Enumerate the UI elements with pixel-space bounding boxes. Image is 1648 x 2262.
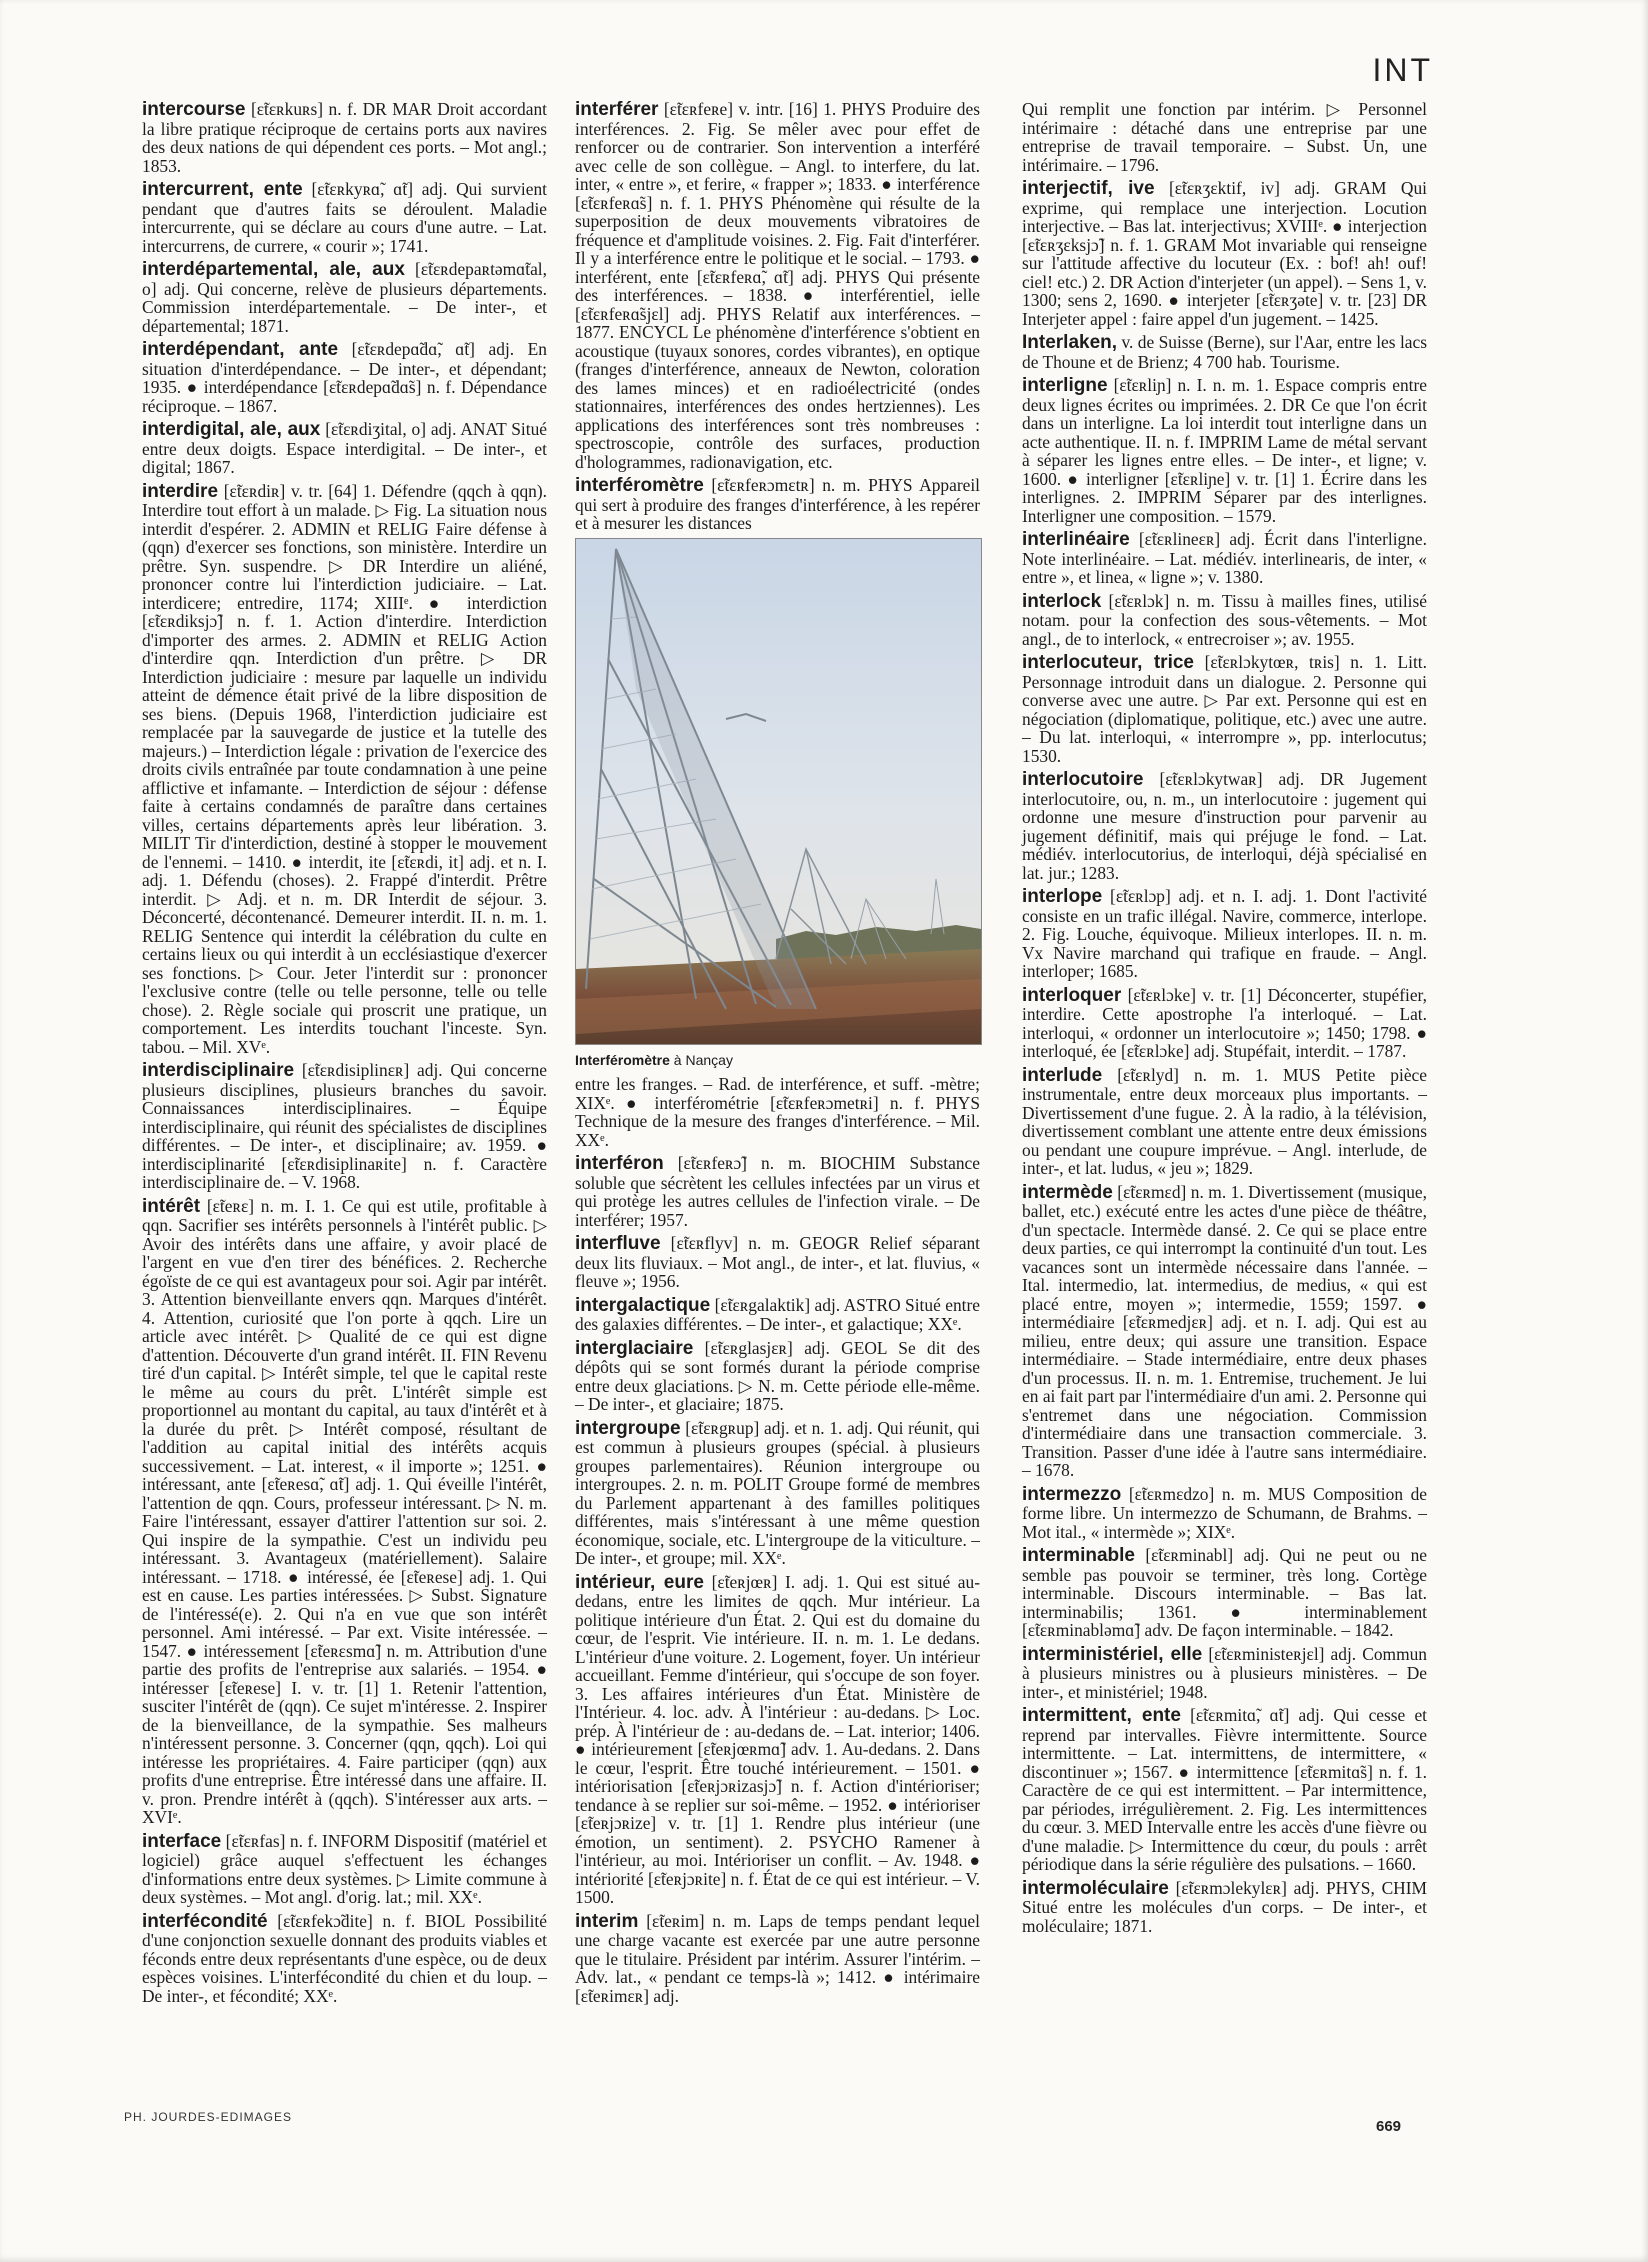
entry-definition: [ɛ̃tɛʀdepɑ̃dɑ̃, ɑ̃t] adj. En situation d'interdépendance. – De inter-, et dépendant; 1935. ● interdépendance [ɛ̃tɛʀdepɑ̃dɑ̃s] n. f. Dépendance réciproque. – 1867. bbox=[142, 339, 547, 416]
entry-headword: interglaciaire bbox=[575, 1337, 694, 1359]
entry-headword: interminable bbox=[1022, 1545, 1135, 1566]
entry-headword: interféron bbox=[575, 1153, 664, 1174]
dictionary-entry bbox=[142, 1912, 547, 2006]
entry-headword: intercourse bbox=[142, 99, 246, 120]
dictionary-entry bbox=[575, 100, 980, 471]
dictionary-entry bbox=[142, 340, 547, 415]
dictionary-entry bbox=[1022, 592, 1427, 649]
entry-definition: [ɛ̃tɛʀlɔke] v. tr. [1] Déconcerter, stupéfier, interdire. Cette apostrophe l'a interloqué. – Lat. interloqui, « ordonner un interlocutoire »; 1450; 1798. ● interloqué, ée [ɛ̃tɛʀlɔke] adj. Stupéfait, interdit. – 1787. bbox=[1022, 984, 1427, 1061]
entry-definition: [ɛ̃tɛʀlɔp] adj. et n. I. adj. 1. Dont l'activité consiste en un trafic illégal. Navire, commerce, interlope. 2. Fig. Louche, équivoque. Milieux interlopes. II. n. m. Vx Navire marchand qui trafique en fraude. – Angl. interloper; 1685. bbox=[1022, 886, 1427, 981]
interferometer-image bbox=[575, 538, 982, 1045]
entry-headword: interdépendant, ante bbox=[142, 339, 339, 360]
entry-definition: [ɛ̃tɛʀlyd] n. m. 1. MUS Petite pièce instrumentale, entre deux morceaux plus importants. – Divertissement d'une fugue. 2. À la radio, à la télévision, divertissement comblant une attente entre deux émissions ou pendant une coupure imprévue. – Angl. interlude, de inter-, et lat. ludus, « jeu »; 1829. bbox=[1022, 1064, 1427, 1178]
entry-headword: intercurrent, ente bbox=[142, 179, 303, 200]
entry-definition: [ɛ̃tɛʀdiʀ] v. tr. [64] 1. Défendre (qqch à qqn). Interdire tout effort à un malade. ▷ Fig. La situation nous interdit d'espérer. 2. ADMIN et RELIG Faire défense à (qqn) d'exercer ses fonctions, son ministère. Interdire un prêtre. Syn. suspendre. ▷ DR Interdire un aliéné, prononcer contre lui l'interdiction judiciaire. – Lat. interdicere; entredire, 1174; XIIIᵉ. ● interdiction [ɛ̃tɛʀdiksjɔ̃] n. f. 1. Action d'interdire. Interdiction d'importer des armes. 2. ADMIN et RELIG Action d'interdire qqn. Interdiction d'un prêtre. ▷ DR Interdiction judiciaire : mesure par laquelle un individu atteint de démence était privé de la libre disposition de ses biens. (Depuis 1968, l'interdiction judiciaire est remplacée par la sauvegarde de justice et la tutelle des majeurs.) – Interdiction légale : privation de l'exercice des droits civils entraînée par toute condamnation à une peine afflictive et infamante. – Interdiction de séjour : défense faite à certains condamnés de paraître dans certaines villes, certains départements après leur libération. 3. MILIT Tir d'interdiction, destiné à stopper le mouvement de l'ennemi. – 1410. ● interdit, ite [ɛ̃tɛʀdi, it] adj. et n. I. adj. 1. Défendu (choses). 2. Frappé d'interdit. Prêtre interdit. ▷ Adj. et n. m. DR Interdit de séjour. 3. Déconcerté, décontenancé. Demeurer interdit. II. n. m. 1. RELIG Sentence qui interdit la célébration du culte en certains lieux ou qui interdit à un ecclésiastique d'exercer ses fonctions. ▷ Cour. Jeter l'interdit sur : prononcer l'exclusive contre (telle ou telle personne, telle ou telle chose). 2. Règle sociale qui proscrit une pratique, un comportement. Les interdits touchant l'inceste. Syn. tabou. – Mil. XVᵉ. bbox=[142, 480, 547, 1057]
entry-headword: interface bbox=[142, 1830, 222, 1852]
entry-headword: intérieur, eure bbox=[575, 1571, 704, 1593]
entry-headword: interdépartemental, ale, aux bbox=[142, 259, 405, 280]
entry-headword: interligne bbox=[1022, 375, 1108, 396]
column-1 bbox=[142, 100, 547, 2010]
dictionary-entry bbox=[1022, 1706, 1427, 1874]
entry-definition: [ɛ̃tɛʀdepaʀtəmɑ̃tal, o] adj. Qui concerne, relève de plusieurs départements. Commission interdépartementale. – De inter-, et départemental; 1871. bbox=[142, 259, 547, 336]
entry-headword: intermittent, ente bbox=[1022, 1705, 1181, 1726]
dictionary-entry bbox=[1022, 1485, 1427, 1542]
dictionary-entry bbox=[142, 100, 547, 175]
dictionary-entry bbox=[1022, 1546, 1427, 1640]
entry-definition: [ɛ̃tɛʀmɛdzo] n. m. MUS Composition de forme libre. Un intermezzo de Schumann, de Brahms. – Mot ital., « intermède »; XIXᵉ. bbox=[1022, 1483, 1427, 1542]
entry-definition: [ɛ̃tɛʀgʀup] adj. et n. 1. adj. Qui réunit, qui est commun à plusieurs groupes (spécial. à plusieurs groupes parlementaires). Réunion intergroupe ou intergroupes. 2. n. m. POLIT Groupe formé de membres du Parlement appartenant à des familles politiques différentes, mais s'intéressant à une même question économique, sociale, etc. L'intergroupe de la viticulture. – De inter-, et groupe; mil. XXᵉ. bbox=[575, 1417, 980, 1568]
dictionary-entry bbox=[575, 1296, 980, 1334]
entry-definition: [ɛ̃tɛʀmɛd] n. m. 1. Divertissement (musique, ballet, etc.) exécuté entre les actes d'une pièce de théâtre, d'un spectacle. Intermède dansé. 2. Ce qui se place entre deux parties, ce qui interrompt la continuité d'un tout. Les vacances sont un intermède nécessaire dans l'année. – Ital. intermedio, lat. intermedius, de medius, « qui est placé entre, moyen »; intermedie, 1559; 1597. ● intermédiaire [ɛ̃tɛʀmedjɛʀ] adj. et n. I. adj. Qui est au milieu, entre deux; qui assure une transition. Espace intermédiaire. – Stade intermédiaire, entre deux phases d'un processus. II. n. m. 1. Entremise, truchement. Je lui en ai fait part par l'intermédiaire d'un ami. 2. Personne qui s'entremet dans une négociation. Commission d'intermédiaire dans une transaction commerciale. 3. Transition. Passer d'une idée à l'autre sans intermédiaire. – 1678. bbox=[1022, 1181, 1427, 1480]
dictionary-entry bbox=[1022, 1066, 1427, 1178]
entry-headword: interfluve bbox=[575, 1233, 661, 1254]
entry-definition: [ɛ̃tɛʀfeʀɔ̃] n. m. BIOCHIM Substance soluble que sécrètent les cellules infectées par un virus et qui protège les autres cellules de l'infection virale. – De interférer; 1957. bbox=[575, 1153, 980, 1230]
guide-word: INT bbox=[1372, 52, 1433, 88]
dictionary-entry bbox=[1022, 100, 1427, 174]
dictionary-entry bbox=[575, 1154, 980, 1229]
entry-definition: [ɛ̃tɛʀfekɔ̃dite] n. f. BIOL Possibilité d'une conjonction sexuelle donnant des produits viables et féconds entre deux représentants d'une espèce, ou de deux espèces voisines. L'interfécondité du chien et du loup. – De inter-, et fécondité; XXᵉ. bbox=[142, 1910, 547, 2006]
dictionary-entry bbox=[575, 476, 980, 533]
entry-definition: [ɛ̃teʀjœʀ] I. adj. 1. Qui est situé au-dedans, entre les limites de qqch. Mur intérieur. La politique intérieure d'un État. 2. Qui est du domaine du cœur, de l'esprit. Vie intérieure. II. n. m. 1. Le dedans. L'intérieur d'une voiture. 2. Logement, foyer. Un intérieur accueillant. Femme d'intérieur, qui s'occupe de son foyer. 3. Les affaires intérieures d'un État. Ministère de l'Intérieur. 4. loc. adv. À l'intérieur : au-dedans. ▷ Loc. prép. À l'intérieur de : au-dedans de. – Lat. interior; 1406. ● intérieurement [ɛ̃teʀjœʀmɑ̃] adv. 1. Au-dedans. 2. Dans le cœur, l'esprit. Être touché intérieurement. – 1501. ● intériorisation [ɛ̃teʀjɔʀizasjɔ̃] n. f. Action d'intérioriser; tendance à se replier sur soi-même. – 1952. ● intérioriser [ɛ̃teʀjɔʀize] v. tr. [1] 1. Rendre plus intérieur (une émotion, un sentiment). 2. PSYCHO Ramener à l'intérieur, au moi. Intérioriser un conflit. – Av. 1948. ● intériorité [ɛ̃teʀjɔʀite] n. f. État de ce qui est intérieur. – V. 1500. bbox=[575, 1571, 980, 1907]
entry-definition: [ɛ̃tɛʀkyʀɑ̃, ɑ̃t] adj. Qui survient pendant que d'autres faits se déroulent. Maladie intercurrente, qui se déclare au cours d'une autre. – Lat. intercurrens, de currere, « courir »; 1741. bbox=[142, 179, 547, 256]
dictionary-entry bbox=[142, 180, 547, 255]
entry-definition: Qui remplit une fonction par intérim. ▷ Personnel intérimaire : détaché dans une entreprise par une entreprise de travail temporaire. – Subst. Un, une intérimaire. – 1796. bbox=[1022, 99, 1427, 175]
dictionary-entry bbox=[142, 1197, 547, 1827]
entry-headword: interlope bbox=[1022, 886, 1103, 907]
entry-headword: interféromètre bbox=[575, 475, 704, 496]
entry-definition: [ɛ̃tɛʀdiʒital, o] adj. ANAT Situé entre deux doigts. Espace interdigital. – De inter-, et digital; 1867. bbox=[142, 419, 547, 477]
dictionary-entry bbox=[1022, 986, 1427, 1061]
entry-headword: interdire bbox=[142, 480, 219, 502]
entry-headword: interlocuteur, trice bbox=[1022, 652, 1194, 673]
entry-definition: [ɛ̃tɛʀʒɛktif, iv] adj. GRAM Qui exprime, qui remplace une interjection. Locution interjective. – Bas lat. interjectivus; XVIIIᵉ. ● interjection [ɛ̃tɛʀʒɛksjɔ̃] n. f. 1. GRAM Mot invariable qui renseigne sur l'attitude affective du locuteur (Ex. : bof! ah! ouf! ciel! etc.) 2. DR Action d'interjeter (un appel). – Sens 1, v. 1300; sens 2, 1690. ● interjeter [ɛ̃tɛʀʒəte] v. tr. [23] DR Interjeter appel : faire appel d'un jugement. – 1425. bbox=[1022, 178, 1427, 329]
entry-definition: [ɛ̃tɛʀkuʀs] n. f. DR MAR Droit accordant la libre pratique réciproque de certains ports aux navires des deux nations de qui dépendent ces ports. – Mot angl.; 1853. bbox=[142, 99, 547, 176]
entry-definition: [ɛ̃tɛʀlɔkytœʀ, tʀis] n. 1. Litt. Personnage introduit dans un dialogue. 2. Personne qui converse avec une autre. ▷ Par ext. Personne qui est en négociation (diplomatique, politique, etc.) avec une autre. – Du lat. interloqui, « interrompre », pp. interlocutus; 1530. bbox=[1022, 652, 1427, 766]
dictionary-entry bbox=[142, 420, 547, 477]
dictionary-entry bbox=[1022, 1879, 1427, 1936]
entry-headword: interfécondité bbox=[142, 1910, 268, 1932]
entry-headword: interloquer bbox=[1022, 984, 1122, 1006]
dictionary-entry bbox=[575, 1912, 980, 2006]
entry-headword: Interlaken, bbox=[1022, 332, 1118, 353]
entry-definition: [ɛ̃tɛʀmɔlekylɛʀ] adj. PHYS, CHIM Situé entre les molécules d'un corps. – De inter-, et moléculaire; 1871. bbox=[1022, 1877, 1427, 1936]
entry-headword: interministériel, elle bbox=[1022, 1643, 1203, 1665]
entry-headword: intermezzo bbox=[1022, 1483, 1122, 1505]
dictionary-entry bbox=[575, 1419, 980, 1568]
dictionary-entry bbox=[575, 1573, 980, 1907]
dictionary-entry bbox=[575, 1234, 980, 1291]
dictionary-entry bbox=[1022, 179, 1427, 328]
entry-headword: interjectif, ive bbox=[1022, 178, 1155, 199]
entry-headword: intergalactique bbox=[575, 1294, 711, 1316]
entry-definition: [ɛ̃tɛʀministeʀjɛl] adj. Commun à plusieurs ministres ou à plusieurs ministères. – De inter-, et ministériel; 1948. bbox=[1022, 1643, 1427, 1702]
photo-caption-place: à Nançay bbox=[669, 1051, 733, 1068]
page-number: 669 bbox=[1376, 2118, 1402, 2135]
interferometer-photo bbox=[575, 538, 980, 1070]
dictionary-entry bbox=[1022, 376, 1427, 525]
entry-headword: interlinéaire bbox=[1022, 529, 1130, 550]
entry-definition: [ɛ̃tɛʀglasjɛʀ] adj. GEOL Se dit des dépôts qui se sont formés durant la période comprise entre deux glaciations. ▷ N. m. Cette période elle-même. – De inter-, et glaciaire; 1875. bbox=[575, 1337, 980, 1414]
entry-headword: interdigital, ale, aux bbox=[142, 419, 321, 440]
entry-definition: [ɛ̃tɛʀfeʀɔmɛtʀ] n. m. PHYS Appareil qui sert à produire des franges d'interférence, à les repérer et à mesurer les distances bbox=[575, 475, 980, 533]
dictionary-entry bbox=[1022, 653, 1427, 765]
entry-headword: interdisciplinaire bbox=[142, 1060, 295, 1081]
entry-headword: interlocutoire bbox=[1022, 769, 1144, 790]
dictionary-entry bbox=[1022, 333, 1427, 371]
photo-credit: PH. JOURDES-EDIMAGES bbox=[124, 2110, 293, 2124]
photo-caption bbox=[575, 1051, 980, 1070]
dictionary-entry bbox=[142, 1061, 547, 1192]
entry-definition: v. de Suisse (Berne), sur l'Aar, entre les lacs de Thoune et de Brienz; 4 700 hab. Tourisme. bbox=[1022, 332, 1427, 372]
dictionary-entry bbox=[142, 1832, 547, 1907]
dictionary-entry bbox=[142, 260, 547, 335]
entry-definition: entre les franges. – Rad. de interférence, et suff. -mètre; XIXᵉ. ● interférométrie [ɛ̃tɛʀfeʀɔmetʀi] n. f. PHYS Technique de la mesure des franges d'interférence. – Mil. XXᵉ. bbox=[575, 1074, 980, 1150]
entry-definition: [ɛ̃tɛʀminabl] adj. Qui ne peut ou ne semble pas pouvoir se terminer, très long. Cortège interminable. Discours interminable. – Bas lat. interminabilis; 1361. ● interminablement [ɛ̃tɛʀminabləmɑ̃] adv. De façon interminable. – 1842. bbox=[1022, 1545, 1427, 1640]
entry-definition: [ɛ̃teʀim] n. m. Laps de temps pendant lequel une charge vacante est exercée par une autre personne que le titulaire. Président par intérim. Assurer l'intérim. – Adv. lat., « pendant ce temps-là »; 1412. ● intérimaire [ɛ̃teʀimɛʀ] adj. bbox=[575, 1910, 980, 2006]
entry-headword: intergroupe bbox=[575, 1417, 681, 1439]
dictionary-entry bbox=[575, 1075, 980, 1149]
dictionary-entry bbox=[142, 482, 547, 1057]
photo-caption-title: Interféromètre bbox=[575, 1051, 670, 1068]
dictionary-entry bbox=[1022, 1183, 1427, 1480]
entry-definition: [ɛ̃tɛʀflyv] n. m. GEOGR Relief séparant deux lits fluviaux. – Mot angl., de inter-, et lat. fluvius, « fleuve »; 1956. bbox=[575, 1233, 980, 1291]
entry-definition: [ɛ̃tɛʀfas] n. f. INFORM Dispositif (matériel et logiciel) grâce auquel s'effectuent les échanges d'informations entre deux systèmes. ▷ Limite commune à deux systèmes. – Mot angl. d'orig. lat.; mil. XXᵉ. bbox=[142, 1830, 547, 1907]
dictionary-entry bbox=[1022, 887, 1427, 981]
entry-definition: [ɛ̃tɛʀfeʀe] v. intr. [16] 1. PHYS Produire des interférences. 2. Fig. Se mêler avec pour effet de renforcer ou de contrarier. Son intervention a interféré avec celle de son collègue. – Angl. to interfere, du lat. inter, « entre », et ferire, « frapper »; 1833. ● interférence [ɛ̃tɛʀfeʀɑ̃s] n. f. 1. PHYS Phénomène qui résulte de la superposition de deux mouvements vibratoires de fréquence et d'amplitude voisines. 2. Fig. Fait d'interférer. Il y a interférence entre le politique et le social. – 1793. ● interférent, ente [ɛ̃tɛʀfeʀɑ̃, ɑ̃t] adj. PHYS Qui présente des interférences. – 1838. ● interférentiel, ielle [ɛ̃tɛʀfeʀɑ̃sjɛl] adj. PHYS Relatif aux interférences. – 1877. ENCYCL Le phénomène d'interférence s'obtient en acoustique (tuyaux sonores, cordes vibrantes), en optique (franges d'interférence, anneaux de Newton, coloration des lames minces) et en radioélectricité (ondes stationnaires, interférences des ondes hertziennes). Les applications des interférences sont très nombreuses : spectroscopie, contrôle des surfaces, production d'hologrammes, radionavigation, etc. bbox=[575, 99, 980, 472]
entry-definition: [ɛ̃tɛʀlɔk] n. m. Tissu à mailles fines, utilisé notam. pour la confection des sous-vêtements. – Mot angl., de to interlock, « entrecroiser »; av. 1955. bbox=[1022, 590, 1427, 649]
column-3 bbox=[1022, 100, 1427, 1940]
entry-definition: [ɛ̃tɛʀgalaktik] adj. ASTRO Situé entre des galaxies différentes. – De inter-, et galactique; XXᵉ. bbox=[575, 1294, 980, 1334]
entry-headword: intermède bbox=[1022, 1181, 1113, 1203]
entry-definition: [ɛ̃tɛʀliɲ] n. I. n. m. 1. Espace compris entre deux lignes écrites ou imprimées. 2. DR Ce que l'on écrit dans un interligne. La loi interdit tout interligne dans un acte authentique. II. n. f. IMPRIM Lame de métal servant à séparer les lignes entre elles. – De inter-, et ligne; v. 1600. ● interligner [ɛ̃tɛʀliɲe] v. tr. [1] 1. Écrire dans les interlignes. 2. IMPRIM Séparer par des interlignes. Interligner une composition. – 1579. bbox=[1022, 375, 1427, 526]
entry-headword: intérêt bbox=[142, 1195, 201, 1217]
dictionary-entry bbox=[1022, 770, 1427, 882]
entry-headword: interlude bbox=[1022, 1064, 1103, 1086]
entry-headword: interlock bbox=[1022, 590, 1102, 612]
dictionary-entry bbox=[1022, 530, 1427, 587]
entry-definition: [ɛ̃tɛʀlɔkytwaʀ] adj. DR Jugement interlocutoire, ou, n. m., un interlocutoire : jugement qui ordonne une mesure d'instruction pour parvenir au jugement définitif, mais qui préjuge le fond. – Lat. médiév. interlocutorius, de interloqui, déjà spécialisé en lat. jur.; 1283. bbox=[1022, 769, 1427, 883]
entry-definition: [ɛ̃tɛʀdisiplinɛʀ] adj. Qui concerne plusieurs disciplines, plusieurs branches du savoir. Connaissances interdisciplinaires. – Équipe interdisciplinaire, qui réunit des spécialistes de disciplines différentes. – De inter-, et disciplinaire; av. 1959. ● interdisciplinarité [ɛ̃tɛʀdisiplinaʀite] n. f. Caractère interdisciplinaire de. – V. 1968. bbox=[142, 1060, 547, 1192]
entry-definition: [ɛ̃tɛʀmitɑ̃, ɑ̃t] adj. Qui cesse et reprend par intervalles. Fièvre intermittente. Source intermittente. – Lat. intermittens, de intermittere, « discontinuer »; 1567. ● intermittence [ɛ̃tɛʀmitɑ̃s] n. f. 1. Caractère de ce qui est intermittent. – Par intermittence, par périodes, irrégulièrement. 2. Fig. Les intermittences du cœur. 3. MED Intervalle entre les accès d'une fièvre ou d'une maladie. ▷ Intermittence du cœur, du pouls : arrêt périodique dans la série régulière des pulsations. – 1660. bbox=[1022, 1705, 1427, 1874]
entry-headword: interférer bbox=[575, 99, 659, 120]
entry-definition: [ɛ̃tɛʀlineɛʀ] adj. Écrit dans l'interligne. Note interlinéaire. – Lat. médiév. interlinearis, de inter, « entre », et linea, « ligne »; v. 1380. bbox=[1022, 529, 1427, 587]
entry-headword: intermoléculaire bbox=[1022, 1877, 1169, 1899]
entry-headword: interim bbox=[575, 1910, 639, 1932]
entry-definition: [ɛ̃teʀɛ] n. m. I. 1. Ce qui est utile, profitable à qqn. Sacrifier ses intérêts personnels à l'intérêt public. ▷ Avoir des intérêts dans une affaire, y avoir placé de l'argent en vue d'en tirer des bénéfices. 2. Recherche égoïste de ce qui est avantageux pour soi. Agir par intérêt. 3. Attention bienveillante envers qqn. Marques d'intérêt. 4. Attention, curiosité que l'on porte à qqch. Lire un article avec intérêt. ▷ Qualité de ce qui est digne d'attention. Découverte d'un grand intérêt. II. FIN Revenu tiré d'un capital. ▷ Intérêt simple, tel que le capital reste le même au cours du prêt. L'intérêt simple est proportionnel au montant du capital, au taux d'intérêt et à la durée du prêt. ▷ Intérêt composé, résultant de l'addition au capital initial des intérêts acquis successivement. – Lat. interest, « il importe »; 1251. ● intéressant, ante [ɛ̃teʀesɑ̃, ɑ̃t] adj. 1. Qui éveille l'intérêt, l'attention de qqn. Cours, professeur intéressant. ▷ N. m. Faire l'intéressant, essayer d'attirer l'attention sur soi. 2. Qui inspire de la sympathie. C'est un individu peu intéressant. 3. Avantageux (matériellement). Salaire intéressant. – 1718. ● intéressé, ée [ɛ̃teʀese] adj. 1. Qui est en cause. Les parties intéressées. ▷ Subst. Signature de l'intéressé(e). 2. Qui n'a en vue que son intérêt personnel. Ami intéressé. – Par ext. Visite intéressée. – 1547. ● intéressement [ɛ̃teʀɛsmɑ̃] n. m. Attribution d'une partie des profits de l'entreprise aux salariés. – 1954. ● intéresser [ɛ̃teʀese] I. v. tr. [1] 1. Retenir l'attention, susciter l'intérêt de (qqn). Ce sujet m'intéresse. 2. Inspirer de la bienveillance, de la sympathie. Ses malheurs n'intéressent personne. 3. Concerner (qqn, qqch). Loi qui intéresse les propriétaires. 4. Faire participer (qqn) aux profits d'une entreprise. Être intéressé dans une affaire. II. v. pron. Prendre intérêt à (qqch). S'intéresser aux arts. – XVIᵉ. bbox=[142, 1195, 547, 1827]
dictionary-entry bbox=[1022, 1645, 1427, 1702]
column-2 bbox=[575, 100, 980, 2010]
dictionary-entry bbox=[575, 1339, 980, 1414]
